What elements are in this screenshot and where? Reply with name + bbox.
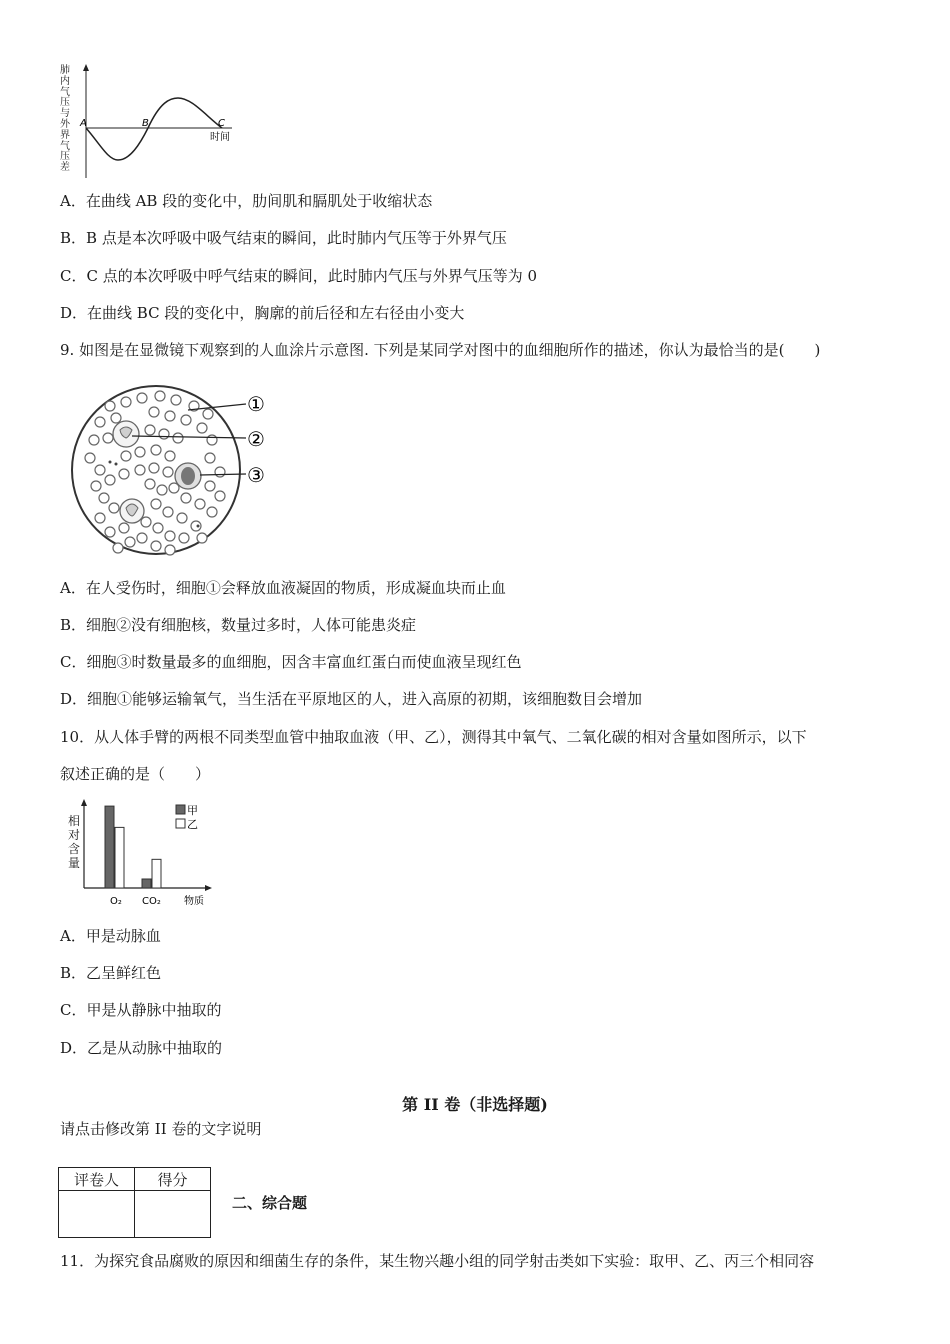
red-blood-cell — [121, 451, 131, 461]
red-blood-cell — [125, 537, 135, 547]
point-c-label: C — [218, 118, 225, 129]
red-blood-cell — [145, 479, 155, 489]
pressure-graph-y-label: 肺内气压与外界气压差 — [60, 65, 70, 174]
red-blood-cell — [205, 453, 215, 463]
red-blood-cell — [99, 493, 109, 503]
legend-swatch-jia — [176, 805, 185, 814]
red-blood-cell — [171, 395, 181, 405]
red-blood-cell — [137, 533, 147, 543]
red-blood-cell — [149, 407, 159, 417]
red-blood-cell — [137, 393, 147, 403]
red-blood-cell — [207, 507, 217, 517]
red-blood-cell — [105, 475, 115, 485]
legend-label-yi: 乙 — [187, 818, 198, 831]
red-blood-cell — [141, 517, 151, 527]
red-blood-cell — [165, 531, 175, 541]
nucleated-cell — [175, 463, 201, 489]
red-blood-cell — [155, 391, 165, 401]
red-blood-cell — [89, 435, 99, 445]
red-blood-cell — [91, 481, 101, 491]
q8-option-c: C．C 点的本次呼吸中呼气结束的瞬间，此时肺内气压与外界气压等为 0 — [60, 267, 538, 285]
red-blood-cell — [105, 527, 115, 537]
red-blood-cell — [163, 507, 173, 517]
q9-option-d: D．细胞①能够运输氧气，当生活在平原地区的人，进入高原的初期，该细胞数目会增加 — [60, 690, 643, 708]
red-blood-cell — [145, 425, 155, 435]
red-blood-cell — [85, 453, 95, 463]
q8-option-b: B．B 点是本次呼吸中吸气结束的瞬间，此时肺内气压等于外界气压 — [60, 229, 507, 247]
red-blood-cell — [159, 429, 169, 439]
red-blood-cell — [121, 397, 131, 407]
bar-yi-o2 — [115, 827, 124, 888]
gas-content-chart — [64, 798, 224, 910]
chart-x-arrow — [205, 885, 212, 891]
q9-option-a: A．在人受伤时，细胞①会释放血液凝固的物质，形成凝血块而止血 — [60, 579, 506, 597]
pressure-graph-y-arrow — [83, 64, 89, 71]
legend-label-jia: 甲 — [187, 804, 198, 817]
red-blood-cell — [197, 423, 207, 433]
red-blood-cell — [151, 541, 161, 551]
red-blood-cell — [149, 463, 159, 473]
red-blood-cell — [179, 533, 189, 543]
score-table-cell-grader[interactable] — [59, 1191, 135, 1238]
red-blood-cell — [95, 513, 105, 523]
chart-y-label: 相对含量 — [68, 814, 81, 870]
section-2-title: 第 II 卷（非选择题) — [402, 1095, 548, 1114]
section-2-heading: 二、综合题 — [232, 1194, 308, 1212]
red-blood-cell — [181, 493, 191, 503]
chart-x-label: 物质 — [184, 896, 204, 907]
bar-jia-co2 — [142, 879, 151, 888]
red-blood-cell — [207, 435, 217, 445]
bar-yi-co2 — [152, 859, 161, 888]
red-blood-cell — [103, 433, 113, 443]
q10-option-a: A．甲是动脉血 — [60, 927, 161, 945]
label-2: ② — [247, 427, 265, 451]
pressure-graph-x-label: 时间 — [210, 132, 230, 143]
score-table-header-grader: 评卷人 — [59, 1168, 135, 1191]
red-blood-cell — [135, 447, 145, 457]
legend-swatch-yi — [176, 819, 185, 828]
red-blood-cell — [173, 433, 183, 443]
q10-option-c: C．甲是从静脉中抽取的 — [60, 1001, 222, 1019]
label-1: ① — [247, 392, 265, 416]
red-blood-cell — [119, 523, 129, 533]
red-blood-cell — [105, 401, 115, 411]
red-blood-cell — [163, 467, 173, 477]
q8-option-d: D．在曲线 BC 段的变化中，胸廓的前后径和左右径由小变大 — [60, 304, 465, 322]
category-label-o2: O₂ — [110, 896, 122, 907]
red-blood-cell — [195, 499, 205, 509]
red-blood-cell — [109, 503, 119, 513]
red-blood-cell — [111, 413, 121, 423]
q10-option-d: D．乙是从动脉中抽取的 — [60, 1039, 223, 1057]
red-blood-cell — [135, 465, 145, 475]
q9-title: 9. 如图是在显微镜下观察到的人血涂片示意图. 下列是某同学对图中的血细胞所作的描述，你认为最恰当的是( ) — [60, 341, 821, 359]
red-blood-cell — [95, 417, 105, 427]
red-blood-cell — [157, 485, 167, 495]
q9-option-b: B．细胞②没有细胞核，数量过多时，人体可能患炎症 — [60, 616, 417, 634]
pressure-graph — [60, 62, 250, 180]
red-blood-cell — [205, 481, 215, 491]
q8-option-a: A．在曲线 AB 段的变化中，肋间肌和膈肌处于收缩状态 — [60, 192, 433, 210]
red-blood-cell — [95, 465, 105, 475]
q10-title-line2: 叙述正确的是（ ） — [60, 765, 211, 783]
red-blood-cell — [165, 411, 175, 421]
score-table — [58, 1167, 211, 1238]
chart-bars — [105, 806, 161, 888]
pressure-curve — [86, 98, 222, 160]
red-blood-cell — [197, 533, 207, 543]
red-blood-cell — [215, 467, 225, 477]
q10-option-b: B．乙呈鲜红色 — [60, 964, 162, 982]
point-a-label: A — [80, 118, 87, 129]
red-blood-cell — [215, 491, 225, 501]
red-blood-cell — [119, 469, 129, 479]
white-blood-cell — [113, 421, 139, 447]
red-blood-cell — [181, 415, 191, 425]
point-b-label: B — [142, 118, 149, 129]
red-blood-cell — [153, 523, 163, 533]
red-blood-cell — [165, 451, 175, 461]
section-2-note[interactable]: 请点击修改第 II 卷的文字说明 — [60, 1120, 262, 1138]
white-blood-cell-2 — [120, 499, 144, 523]
red-blood-cell — [177, 513, 187, 523]
label-3: ③ — [247, 463, 265, 487]
red-blood-cell — [113, 543, 123, 553]
red-blood-cell — [151, 499, 161, 509]
q10-title-line1: 10．从人体手臂的两根不同类型血管中抽取血液（甲、乙），测得其中氧气、二氧化碳的相对含量如图所示，以下 — [60, 728, 807, 746]
red-blood-cell — [165, 545, 175, 555]
bar-jia-o2 — [105, 806, 114, 888]
q11-title: 11．为探究食品腐败的原因和细菌生存的条件，某生物兴趣小组的同学射击类如下实验：取甲、乙、丙三个相同容 — [60, 1252, 815, 1270]
category-label-co2: CO₂ — [142, 896, 161, 907]
score-table-header-score: 得分 — [135, 1168, 211, 1191]
q9-option-c: C．细胞③时数量最多的血细胞，因含丰富血红蛋白而使血液呈现红色 — [60, 653, 522, 671]
red-blood-cell — [151, 445, 161, 455]
red-blood-cell — [203, 409, 213, 419]
blood-smear-diagram — [70, 378, 280, 563]
score-table-cell-score[interactable] — [135, 1191, 211, 1238]
chart-y-arrow — [81, 799, 87, 806]
